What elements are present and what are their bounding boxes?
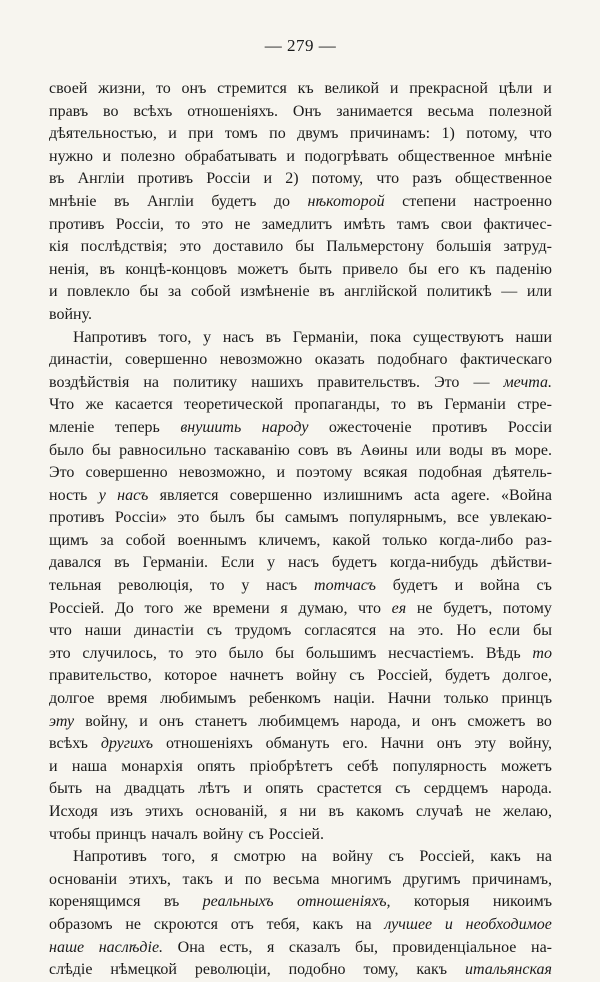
paragraph xyxy=(49,846,552,982)
text-line: было бы равносильно таскаванію совъ въ Аѳины или воды въ море. xyxy=(49,441,552,459)
text-line: тельная революція, то у насъ тотчасъ будетъ и война съ xyxy=(49,577,552,595)
text-line: наше наслѣдіе. Она есть, я сказалъ бы, провиденціальное на- xyxy=(49,938,552,956)
text-line: своей жизни, то онъ стремится къ великой и прекрасной цѣли и xyxy=(49,80,552,97)
text-line: что наши династіи съ трудомъ согласятся на это. Но если бы xyxy=(49,622,552,640)
paragraph xyxy=(49,78,552,327)
text-line: слѣдіе нѣмецкой революціи, подобно тому, какъ итальянская xyxy=(49,961,552,979)
text-line: противъ Россіи, то это не замедлитъ имѣть тамъ свои фактичес- xyxy=(49,215,552,233)
text-line: всѣхъ другихъ отношеніяхъ обмануть его. Начни онъ эту войну, xyxy=(49,735,552,753)
text-line: это случилось, то это было бы большимъ несчастіемъ. Вѣдь то xyxy=(49,644,552,662)
text-line: ненія, въ концѣ-концовъ можетъ быть привело бы его къ паденію xyxy=(49,260,552,278)
text-line: быть на двадцать лѣтъ и опять срастется съ сердцемъ народа. xyxy=(49,780,552,798)
text-line: Напротивъ того, у насъ въ Германіи, пока существуютъ наши xyxy=(73,328,552,346)
text-line: правъ во всѣхъ отношеніяхъ. Онъ занимается весьма полезной xyxy=(49,102,552,120)
text-line: противъ Россіи» это былъ бы самымъ популярнымъ, все увлекаю- xyxy=(49,509,552,527)
text-line: долгое время любимымъ ребенкомъ націи. Начни только принцъ xyxy=(49,690,552,708)
text-line: мнѣніе въ Англіи будетъ до нѣкоторой степени настроенно xyxy=(49,192,552,210)
text-body xyxy=(49,78,552,982)
page-number: — 279 — xyxy=(264,36,337,55)
text-line: Это совершенно невозможно, и поэтому всякая подобная дѣятель- xyxy=(49,464,552,482)
text-line: основаніи этихъ, такъ и по весьма многимъ другимъ причинамъ, xyxy=(49,870,552,888)
text-line: эту войну, и онъ станетъ любимцемъ народа, и онъ сможетъ во xyxy=(49,712,552,730)
text-line: и повлекло бы за собой измѣненіе въ англійской политикѣ — или xyxy=(49,283,552,301)
text-line: Исходя изъ этихъ основаній, я ни въ какомъ случаѣ не желаю, xyxy=(49,803,552,820)
text-line: давался въ Германіи. Если у насъ будетъ когда-нибудь дѣйстви- xyxy=(49,554,552,572)
text-line: дѣятельностью, и при томъ по двумъ причинамъ: 1) потому, что xyxy=(49,125,552,143)
text-line: Что же касается теоретической пропаганды, то въ Германіи стре- xyxy=(49,396,552,414)
text-line: Напротивъ того, я смотрю на войну съ Россіей, какъ на xyxy=(73,848,552,866)
text-line: и наша монархія опять пріобрѣтетъ себѣ популярность можетъ xyxy=(49,757,552,775)
text-line: ность у насъ является совершенно излишнимъ acta agere. «Война xyxy=(49,486,552,504)
text-line: нужно и полезно обрабатывать и подогрѣвать общественное мнѣніе xyxy=(49,147,552,165)
text-line: чтобы принцъ началъ войну съ Россіей. xyxy=(49,825,324,843)
text-line: щимъ за собой военнымъ кличемъ, какой только когда-либо раз- xyxy=(49,531,552,549)
text-line: правительство, которое начнетъ войну съ Россіей, будетъ долгое, xyxy=(49,667,552,685)
text-line: въ Англіи противъ Россіи и 2) потому, что разъ общественное xyxy=(49,170,552,188)
text-line: мленіе теперь внушить народу ожесточеніе противъ Россіи xyxy=(49,418,552,436)
text-line: образомъ не скроются отъ тебя, какъ на лучшее и необходимое xyxy=(49,915,552,933)
text-line: династіи, совершенно невозможно оказать подобнаго фактическаго xyxy=(49,351,552,369)
paragraph xyxy=(49,327,552,847)
text-line: войну. xyxy=(49,305,92,323)
text-line: воздѣйствія на политику нашихъ правительствъ. Это — мечта. xyxy=(49,373,552,391)
text-line: Россіей. До того же времени я думаю, что ея не будетъ, потому xyxy=(49,599,552,617)
text-line: кія послѣдствія; это доставило бы Пальмерстону большія затруд- xyxy=(49,238,552,256)
text-line: коренящимся въ реальныхъ отношеніяхъ, которыя никоимъ xyxy=(49,893,552,911)
